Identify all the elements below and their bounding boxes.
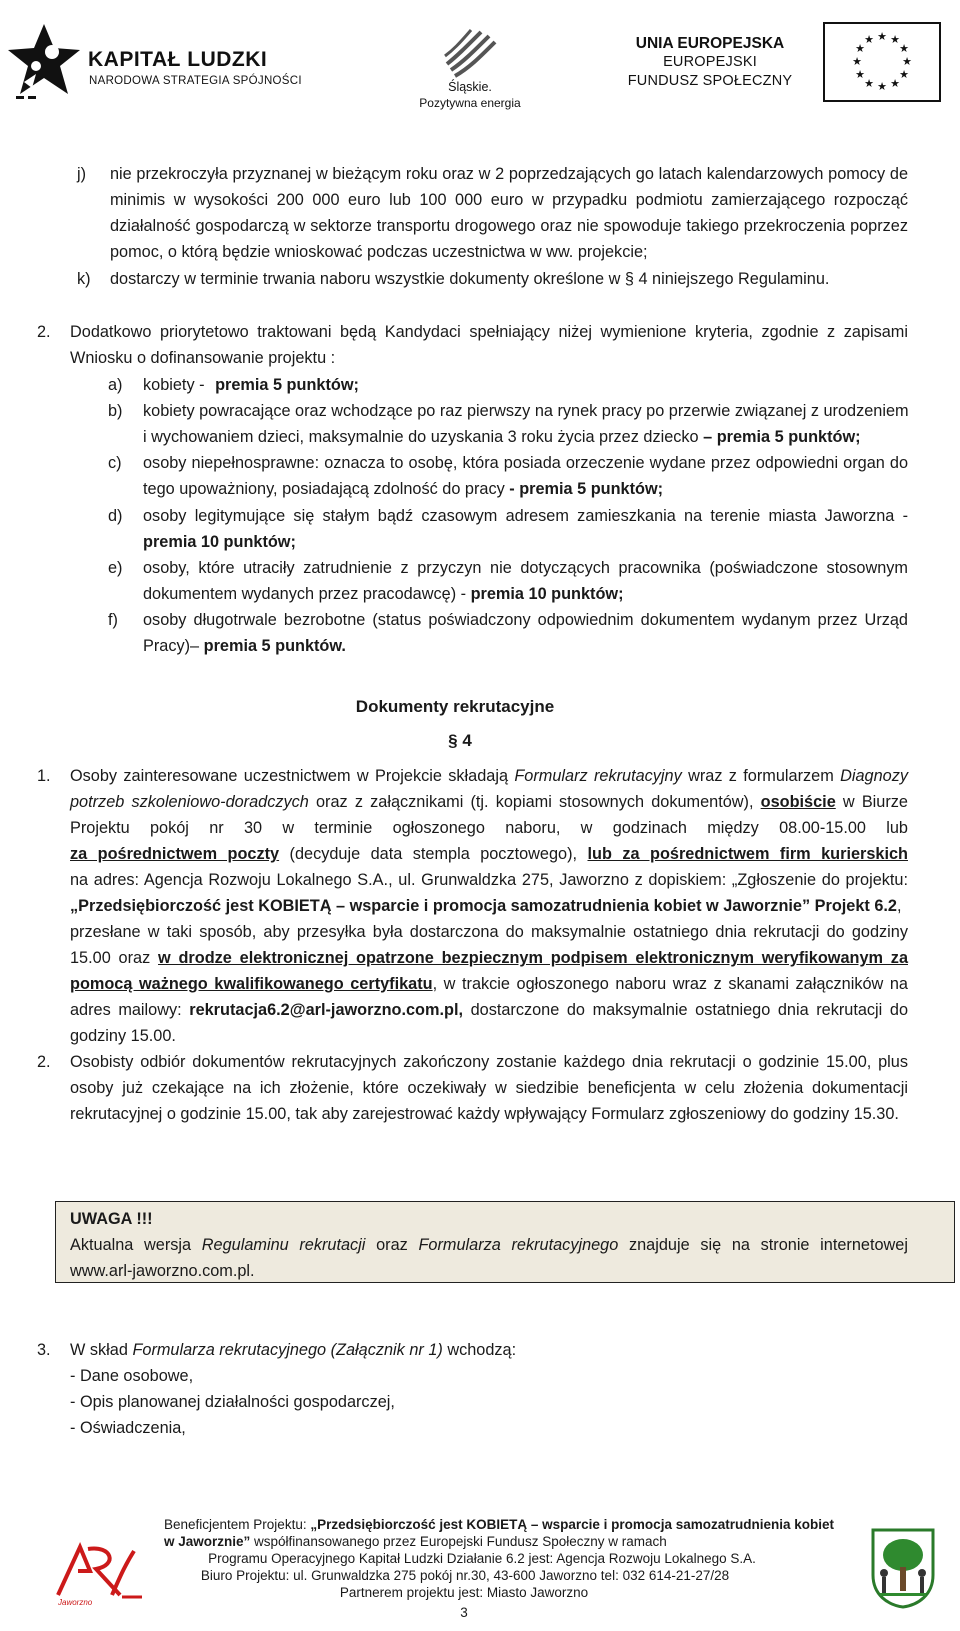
arl-caption: Jaworzno	[58, 1598, 93, 1607]
p3-form-name: Formularza rekrutacyjnego (Załącznik nr 1)	[132, 1341, 443, 1359]
footer-line-1	[164, 1516, 864, 1533]
criterion-c-marker: c)	[108, 454, 122, 472]
p3-list-item: - Opis planowanej działalności gospodarczej,	[70, 1393, 395, 1411]
p3-list-item: - Oświadczenia,	[70, 1419, 186, 1437]
criterion-f-bonus: premia 5 punktów.	[203, 637, 346, 655]
p2-marker: 2.	[37, 1053, 51, 1071]
notice-text-3: znajduje się na stronie internetowej	[618, 1236, 908, 1254]
p1-electronic: w drodze elektronicznej opatrzone bezpiecznym podpisem elektronicznym weryfikowanym za	[158, 949, 908, 967]
criterion-e-line-2	[143, 584, 624, 604]
p1-project-name: „Przedsiębiorczość jest KOBIETĄ – wsparcie i promocja samozatrudnienia kobiet w Jaworznie” Projekt 6.2	[70, 897, 897, 915]
p1-by-post: za pośrednictwem poczty	[70, 845, 280, 863]
section2-intro-line-2: Wniosku o dofinansowanie projektu :	[70, 349, 336, 367]
p1-line-2	[70, 792, 908, 812]
p1-line-2-text: oraz z załącznikami (tj. kopiami stosownych dokumentów),	[308, 793, 761, 811]
svg-text:★: ★	[852, 55, 862, 68]
p1-email[interactable]: rekrutacja6.2@arl-jaworzno.com.pl,	[189, 1001, 463, 1019]
notice-regulation: Regulaminu rekrutacji	[201, 1236, 366, 1254]
p3-marker: 3.	[37, 1341, 51, 1359]
svg-text:★: ★	[877, 80, 887, 93]
notice-form: Formularza rekrutacyjnego	[418, 1236, 619, 1254]
svg-text:★: ★	[899, 68, 909, 81]
p2-line-2: osoby już czekające na ich złożenie, które oczekiwały w siedzibie beneficjenta w celu złożenia dokumentacji	[70, 1079, 908, 1097]
criterion-e-text: dokumentem wydanych przez pracodawcę) -	[143, 585, 471, 603]
p1-line-11: godziny 15.00.	[70, 1027, 176, 1045]
svg-text:★: ★	[890, 77, 900, 90]
criterion-a-text: kobiety -	[143, 376, 210, 394]
footer-line-2	[164, 1533, 864, 1550]
section2-marker: 2.	[37, 323, 51, 341]
p2-line-1: Osobisty odbiór dokumentów rekrutacyjnych zakończony zostanie każdego dnia rekrutacji o godzinie 15.00, plus	[70, 1053, 908, 1071]
p1-line-3: Projektu pokój nr 30 w terminie ogłoszonego naboru, w godzinach między 08.00-15.00 lub	[70, 819, 908, 837]
footer-project-name-2: w Jaworznie”	[164, 1534, 251, 1549]
slaskie-logo	[405, 26, 535, 116]
svg-text:★: ★	[864, 77, 874, 90]
p1-by-courier: lub za pośrednictwem firm kurierskich	[587, 845, 908, 863]
item-j-line-1: nie przekroczyła przyznanej w bieżącym roku oraz w 2 poprzedzających go latach kalendarzowych pomocy de	[110, 165, 908, 183]
criterion-a-bonus: premia 5 punktów;	[215, 376, 359, 394]
slaskie-tagline: Pozytywna energia	[419, 96, 521, 110]
footer-line-4: Biuro Projektu: ul. Grunwaldzka 275 pokój nr.30, 43-600 Jaworzno tel: 032 614-21-27/28	[200, 1568, 730, 1583]
criterion-f-marker: f)	[108, 611, 118, 629]
criterion-e-marker: e)	[108, 559, 123, 577]
criterion-b-bonus: – premia 5 punktów;	[703, 428, 861, 446]
item-k-marker: k)	[77, 270, 91, 288]
svg-text:★: ★	[877, 30, 887, 43]
criterion-d-line-1: osoby legitymujące się stałym bądź czasowym adresem zamieszkania na terenie miasta Jaworzna -	[143, 507, 908, 525]
criterion-a	[143, 375, 359, 395]
p1-line-10-text: adres mailowy:	[70, 1001, 190, 1019]
p1-line-1	[70, 766, 908, 786]
p1-line-1-text: Osoby zainteresowane uczestnictwem w Projekcie składają	[70, 767, 515, 785]
p1-line-9-text: , w trakcie ogłoszonego naboru wraz z skanami załączników na	[432, 975, 908, 993]
p3-text-2: wchodzą:	[442, 1341, 517, 1359]
criterion-c-text: tego upoważniony, posiadającą zdolność do pracy	[143, 480, 510, 498]
p1-line-4-text: (decyduje data stempla pocztowego),	[279, 845, 588, 863]
p1-line-7: przesłane w taki sposób, aby przesyłka była dostarczona do maksymalnie ostatniego dnia rekrutacji do godziny	[70, 923, 908, 941]
notice-title: UWAGA !!!	[70, 1210, 153, 1228]
p1-line-8	[70, 948, 908, 968]
p1-line-8-text: 15.00 oraz	[70, 949, 159, 967]
criterion-f-line-1: osoby długotrwale bezrobotne (status poświadczony odpowiednim dokumentem wydanym przez Urząd	[143, 611, 908, 629]
notice-website-link[interactable]: www.arl-jaworzno.com.pl.	[70, 1262, 255, 1280]
item-j-line-4: pomoc, o którą będzie wnioskować podczas uczestnictwa w ww. projekcie;	[110, 243, 648, 261]
kapital-ludzki-subtitle: NARODOWA STRATEGIA SPÓJNOŚCI	[89, 75, 302, 87]
criterion-c-bonus: - premia 5 punktów;	[509, 480, 664, 498]
p1-line-6	[70, 896, 902, 916]
section-heading: Dokumenty rekrutacyjne	[355, 697, 555, 716]
p1-line-2-text-2: w Biurze	[835, 793, 908, 811]
svg-text:★: ★	[855, 42, 865, 55]
eu-stars-icon	[825, 24, 939, 100]
page-number: 3	[460, 1605, 468, 1620]
criterion-d-marker: d)	[108, 507, 123, 525]
p1-line-6-tail: ,	[896, 897, 902, 915]
item-k-text: dostarczy w terminie trwania naboru wszystkie dokumenty określone w § 4 niniejszego Regulaminu.	[110, 270, 830, 288]
eu-flag-icon	[823, 22, 941, 102]
criterion-b-line-1: kobiety powracające oraz wchodzące po raz pierwszy na rynek pracy po przerwie związanej z urodzeniem	[143, 402, 909, 420]
footer-cofinanced: współfinansowanego przez Europejski Fundusz Społeczny w ramach	[250, 1534, 667, 1549]
p3-text-1: W skład	[70, 1341, 133, 1359]
p1-marker: 1.	[37, 767, 51, 785]
criterion-d-bonus: premia 10 punktów;	[143, 533, 296, 551]
p1-line-1-text-2: wraz z formularzem	[681, 767, 841, 785]
criterion-b-line-2	[143, 427, 861, 447]
criterion-e-line-1: osoby, które utraciły zatrudnienie z przyczyn nie dotyczących pracownika (poświadczone stosownym	[143, 559, 908, 577]
footer-line-3: Programu Operacyjnego Kapitał Ludzki Działanie 6.2 jest: Agencja Rozwoju Lokalnego S.A.	[208, 1551, 756, 1566]
eu-line-2: EUROPEJSKI	[663, 54, 757, 70]
notice-line-1	[70, 1235, 908, 1255]
footer-beneficiary-label: Beneficjentem Projektu:	[164, 1517, 311, 1532]
item-j-line-3: działalność gospodarczą w sektorze transportu drogowego oraz nie spowoduje takiego przekroczenia poprzez	[110, 217, 908, 235]
notice-text-2: oraz	[365, 1236, 419, 1254]
eu-fund-label	[612, 34, 808, 91]
svg-text:★: ★	[864, 33, 874, 46]
p3-line-1	[70, 1340, 516, 1360]
svg-text:★: ★	[902, 55, 912, 68]
p1-line-10	[70, 1000, 908, 1020]
notice-text-1: Aktualna wersja	[70, 1236, 202, 1254]
p1-certificate: pomocą ważnego kwalifikowanego certyfikatu	[70, 975, 433, 993]
p1-diagnosis-name-2: potrzeb szkoleniowo-doradczych	[70, 793, 309, 811]
kapital-ludzki-title: KAPITAŁ LUDZKI	[88, 48, 268, 71]
item-j-marker: j)	[77, 165, 87, 183]
paragraph-symbol: § 4	[448, 731, 472, 750]
criterion-c-line-2	[143, 479, 663, 499]
p1-form-name: Formularz rekrutacyjny	[514, 767, 682, 785]
p1-diagnosis-name: Diagnozy	[840, 767, 908, 785]
item-j-line-2: minimis w wysokości 200 000 euro lub 100 000 euro w przypadku podmiotu zamierzającego rozpocząć	[110, 191, 908, 209]
p1-line-4	[70, 844, 908, 864]
eu-line-3: FUNDUSZ SPOŁECZNY	[627, 73, 793, 89]
p2-line-3: rekrutacyjnej o godzinie 15.00, tak aby zarejestrować każdy wpływający Formularz zgłoszeniowy do godziny 15.30.	[70, 1105, 899, 1123]
p1-in-person: osobiście	[760, 793, 836, 811]
criterion-e-bonus: premia 10 punktów;	[470, 585, 624, 603]
p1-line-5: na adres: Agencja Rozwoju Lokalnego S.A., ul. Grunwaldzka 275, Jaworzno z dopiskiem: „Zgłoszenie do projektu:	[70, 871, 908, 889]
kapital-ludzki-logo	[6, 22, 302, 102]
criterion-b-text: i wychowaniem dzieci, maksymalnie do uzyskania 3 roku życia przez dziecko	[143, 428, 704, 446]
criterion-b-marker: b)	[108, 402, 123, 420]
slaskie-waves-icon	[405, 26, 535, 80]
kapital-ludzki-star-icon	[6, 22, 82, 102]
svg-text:★: ★	[890, 33, 900, 46]
p3-list-item: - Dane osobowe,	[70, 1367, 194, 1385]
svg-text:★: ★	[899, 42, 909, 55]
p1-line-10-text-2: dostarczone do maksymalnie ostatniego dnia rekrutacji do	[463, 1001, 908, 1019]
eu-line-1: UNIA EUROPEJSKA	[635, 35, 785, 52]
criterion-c-line-1: osoby niepełnosprawne: oznacza to osobę, która posiada orzeczenie wydane przez odpowiedni organ do	[143, 454, 908, 472]
criterion-a-marker: a)	[108, 376, 123, 394]
p1-line-9	[70, 974, 908, 994]
header-logos	[0, 0, 960, 130]
section2-intro-line-1: Dodatkowo priorytetowo traktowani będą Kandydaci spełniający niżej wymienione kryteria, zgodnie z zapisami	[70, 323, 908, 341]
criterion-f-text: Pracy)–	[143, 637, 204, 655]
slaskie-name: Śląskie.	[448, 80, 492, 94]
svg-text:★: ★	[855, 68, 865, 81]
footer-project-name: „Przedsiębiorczość jest KOBIETĄ – wsparcie i promocja samozatrudnienia kobiet	[310, 1517, 834, 1532]
footer-line-5: Partnerem projektu jest: Miasto Jaworzno	[339, 1585, 589, 1600]
criterion-f-line-2	[143, 636, 346, 656]
